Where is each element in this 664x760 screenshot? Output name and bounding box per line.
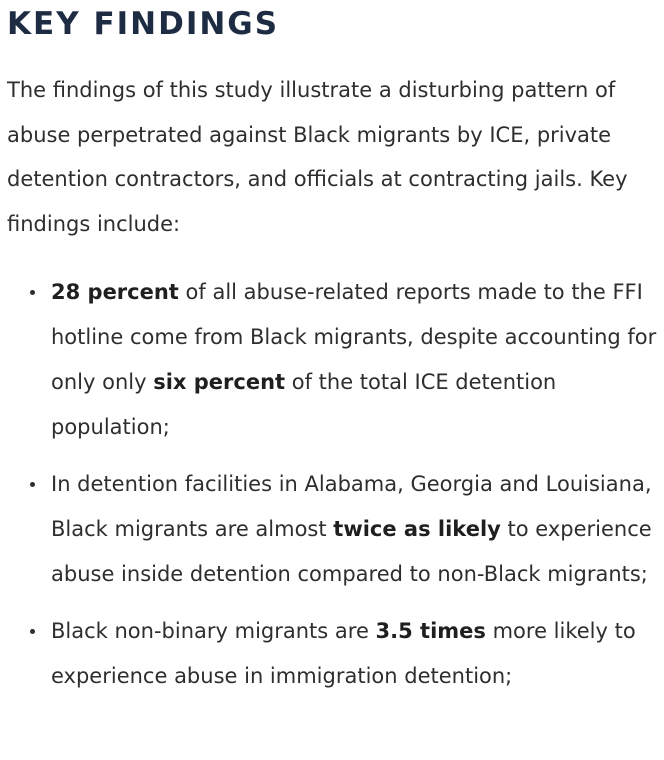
finding-highlight: twice as likely bbox=[333, 517, 501, 541]
finding-item bbox=[0, 270, 664, 450]
finding-highlight: six percent bbox=[153, 370, 286, 394]
finding-item bbox=[0, 609, 664, 699]
finding-item bbox=[0, 462, 664, 597]
finding-text: of all abuse-related reports made to the FFI hotline come from Black migrants, despite accounting for only only bbox=[51, 280, 657, 394]
section-heading: KEY FINDINGS bbox=[7, 6, 280, 42]
finding-text: to experience abuse inside detention compared to non-Black migrants; bbox=[51, 517, 652, 586]
finding-text: more likely to experience abuse in immigration detention; bbox=[51, 619, 636, 688]
key-findings-list bbox=[0, 270, 664, 711]
finding-text: In detention facilities in Alabama, Georgia and Louisiana, Black migrants are almost bbox=[51, 472, 652, 541]
finding-highlight: 28 percent bbox=[51, 280, 179, 304]
bullet-icon bbox=[30, 482, 35, 487]
finding-text: Black non-binary migrants are bbox=[51, 619, 376, 643]
bullet-icon bbox=[30, 290, 35, 295]
bullet-icon bbox=[30, 629, 35, 634]
finding-text: of the total ICE detention population; bbox=[51, 370, 557, 439]
intro-paragraph: The findings of this study illustrate a disturbing pattern of abuse perpetrated against Black migrants by ICE, private detention contractors, and officials at contracting jails. Key findings include: bbox=[7, 78, 628, 236]
finding-highlight: 3.5 times bbox=[375, 619, 486, 643]
